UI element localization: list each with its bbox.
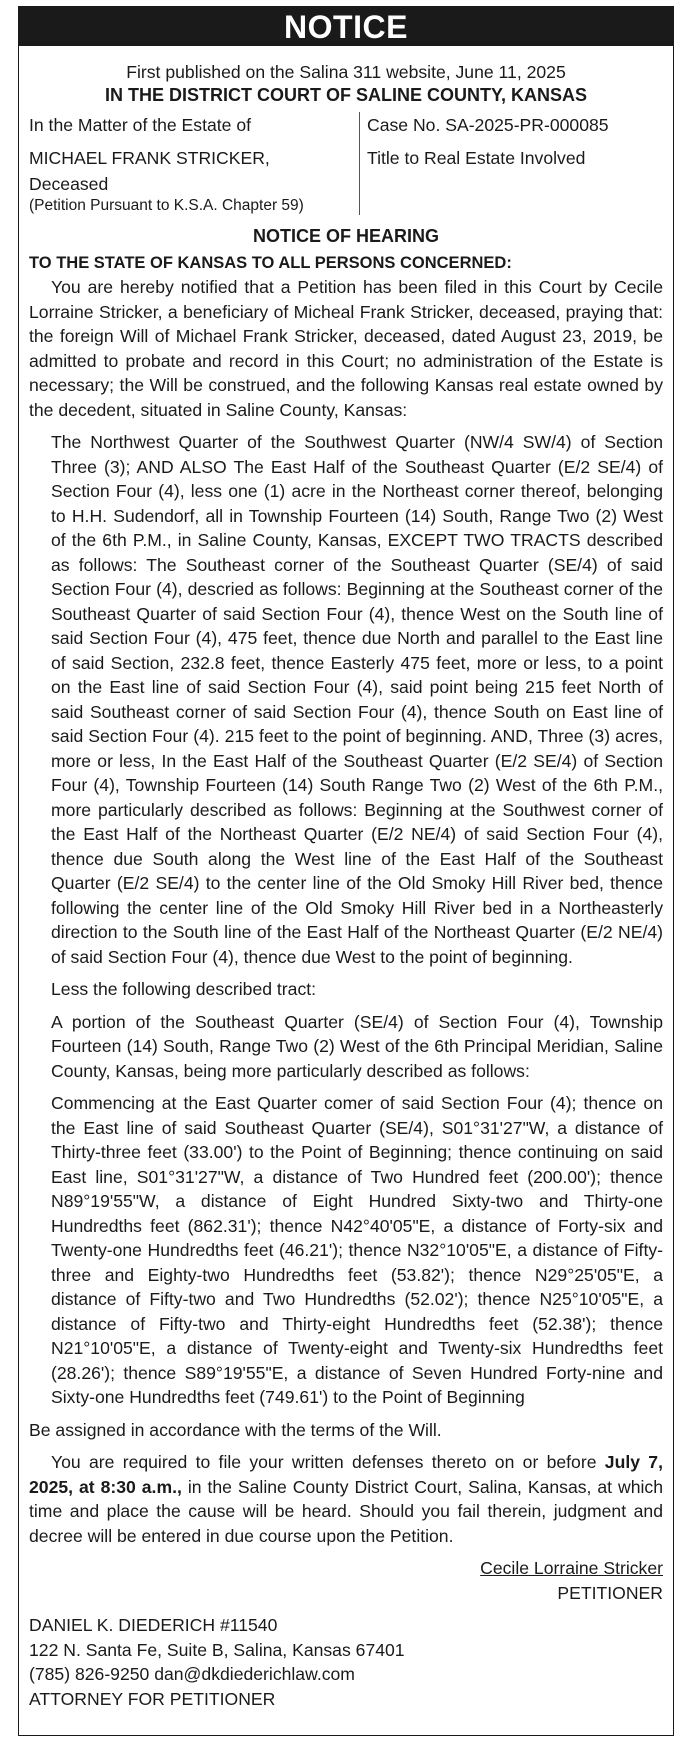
attorney-address: 122 N. Santa Fe, Suite B, Salina, Kansas 67401 xyxy=(29,1639,405,1660)
attorney-block xyxy=(29,1613,663,1711)
defense-deadline: July 7, 2025, at 8:30 a.m., xyxy=(29,1452,663,1497)
publication-line: First published on the Salina 311 website, June 11, 2025 xyxy=(126,62,566,82)
legal-notice xyxy=(18,6,674,1736)
commencing-paragraph: Commencing at the East Quarter comer of said Section Four (4); thence on the East line of said Southeast Quarter (SE/4), S01°31'27"W, a distance of Thirty-three feet (33.00') to the Point of Beginning; thence continuing on said East line, S01°31'27"W, a distance of Two Hundred feet (200.00'); thence N89°19'55"W, a distance of Eight Hundred Sixty-two and Thirty-one Hundredths feet (862.31'); thence N42°40'05"E, a distance of Forty-six and Twenty-one Hundredths feet (46.21'); thence N32°10'05"E, a distance of Fifty-three and Eighty-two Hundredths feet (53.82'); thence N29°25'05"E, a distance of Fifty-two and Two Hundredths (52.02'); thence N25°10'05"E, a distance of Fifty-two and Thirty-eight Hundredths feet (52.38'); thence N21°10'05"E, a distance of Twenty-eight and Twenty-six Hundredths feet (28.26'); thence S89°19'55"E, a distance of Seven Hundred Forty-nine and Sixty-one Hundredths feet (749.61') to the Point of Beginning xyxy=(51,1093,663,1407)
addressee: TO THE STATE OF KANSAS TO ALL PERSONS CONCERNED: xyxy=(29,254,512,272)
defense-paragraph xyxy=(29,1450,663,1548)
defense-after: in the Saline County District Court, Salina, Kansas, at which time and place the cause will be heard. Should you fail therein, judgment and decree will be entered in due course upon the Petition. xyxy=(29,1476,663,1546)
caption-left xyxy=(29,112,360,215)
court-title: IN THE DISTRICT COURT OF SALINE COUNTY, KANSAS xyxy=(104,85,587,105)
petitioner-name: Cecile Lorraine Stricker xyxy=(480,1558,663,1578)
notice-banner: NOTICE xyxy=(19,7,673,46)
attorney-contact: (785) 826-9250 dan@dkdiederichlaw.com xyxy=(29,1664,355,1684)
matter-line: In the Matter of the Estate of xyxy=(29,115,252,135)
signature-block xyxy=(29,1556,663,1605)
petitioner-role: PETITIONER xyxy=(557,1582,663,1603)
petition-note: (Petition Pursuant to K.S.A. Chapter 59) xyxy=(29,197,304,214)
defense-before: You are required to file your written defenses thereto on or before xyxy=(51,1452,605,1472)
less-tract-line: Less the following described tract: xyxy=(51,979,317,999)
intro-paragraph: You are hereby notified that a Petition has been filed in this Court by Cecile Lorraine Stricker, a beneficiary of Micheal Frank Stricker, deceased, praying that: the foreign Will of Michael Frank Stricker, deceased, dated August 23, 2019, be admitted to probate and record in this Court; no administration of the Estate is necessary; the Will be construed, and the following Kansas real estate owned by the decedent, situated in Saline County, Kansas: xyxy=(29,277,663,420)
case-number: Case No. SA-2025-PR-000085 xyxy=(367,115,609,135)
portion-paragraph: A portion of the Southeast Quarter (SE/4) of Section Four (4), Township Fourteen (14) South, Range Two (2) West of the 6th Principal Meridian, Saline County, Kansas, being more particularly described as follows: xyxy=(51,1011,663,1081)
attorney-role: ATTORNEY FOR PETITIONER xyxy=(29,1688,276,1709)
legal-description: The Northwest Quarter of the Southwest Quarter (NW/4 SW/4) of Section Three (3); AND ALSO The East Half of the Southeast Quarter (E/2 SE/4) of Section Four (4), less one (1) acre in the Northeast corner thereof, belonging to H.H. Sudendorf, all in Township Fourteen (14) South, Range Two (2) West of the 6th P.M., in Saline County, Kansas, EXCEPT TWO TRACTS described as follows: The Southeast corner of the Southeast Quarter (SE/4) of said Section Four (4), descried as follows: Beginning at the Southeast corner of the Southeast Quarter of said Section Four (4), thence West on the South line of said Section Four (4), 475 feet, thence due North and parallel to the East line of said Section, 232.8 feet, thence Easterly 475 feet, more or less, to a point on the East line of said Section Four (4), said point being 215 feet North of said Southeast corner of said Section Four (4), thence South on East line of said Section Four (4). 215 feet to the point of beginning. AND, Three (3) acres, more or less, In the East Half of the Southeast Quarter (E/2 SE/4) of Section Four (4), Township Fourteen (14) South Range Two (2) West of the 6th P.M., more particularly described as follows: Beginning at the Southwest corner of the East Half of the Northeast Quarter (E/2 NE/4) of said Section Four (4), thence due South along the West line of the East Half of the Southeast Quarter (E/2 SE/4) to the center line of the Old Smoky Hill River bed, thence following the center line of the Old Smoky Hill River bed in a Northeasterly direction to the South line of the East Half of the Northeast Quarter (E/2 NE/4) of said Section Four (4), thence due West to the point of beginning. xyxy=(51,432,663,967)
attorney-name: DANIEL K. DIEDERICH #11540 xyxy=(29,1615,278,1635)
assigned-line: Be assigned in accordance with the terms of the Will. xyxy=(29,1419,442,1440)
decedent-line: MICHAEL FRANK STRICKER, Deceased xyxy=(29,148,270,194)
title-note: Title to Real Estate Involved xyxy=(367,148,586,168)
hearing-title: NOTICE OF HEARING xyxy=(252,226,439,246)
caption-right xyxy=(360,112,609,215)
case-caption xyxy=(29,112,663,215)
